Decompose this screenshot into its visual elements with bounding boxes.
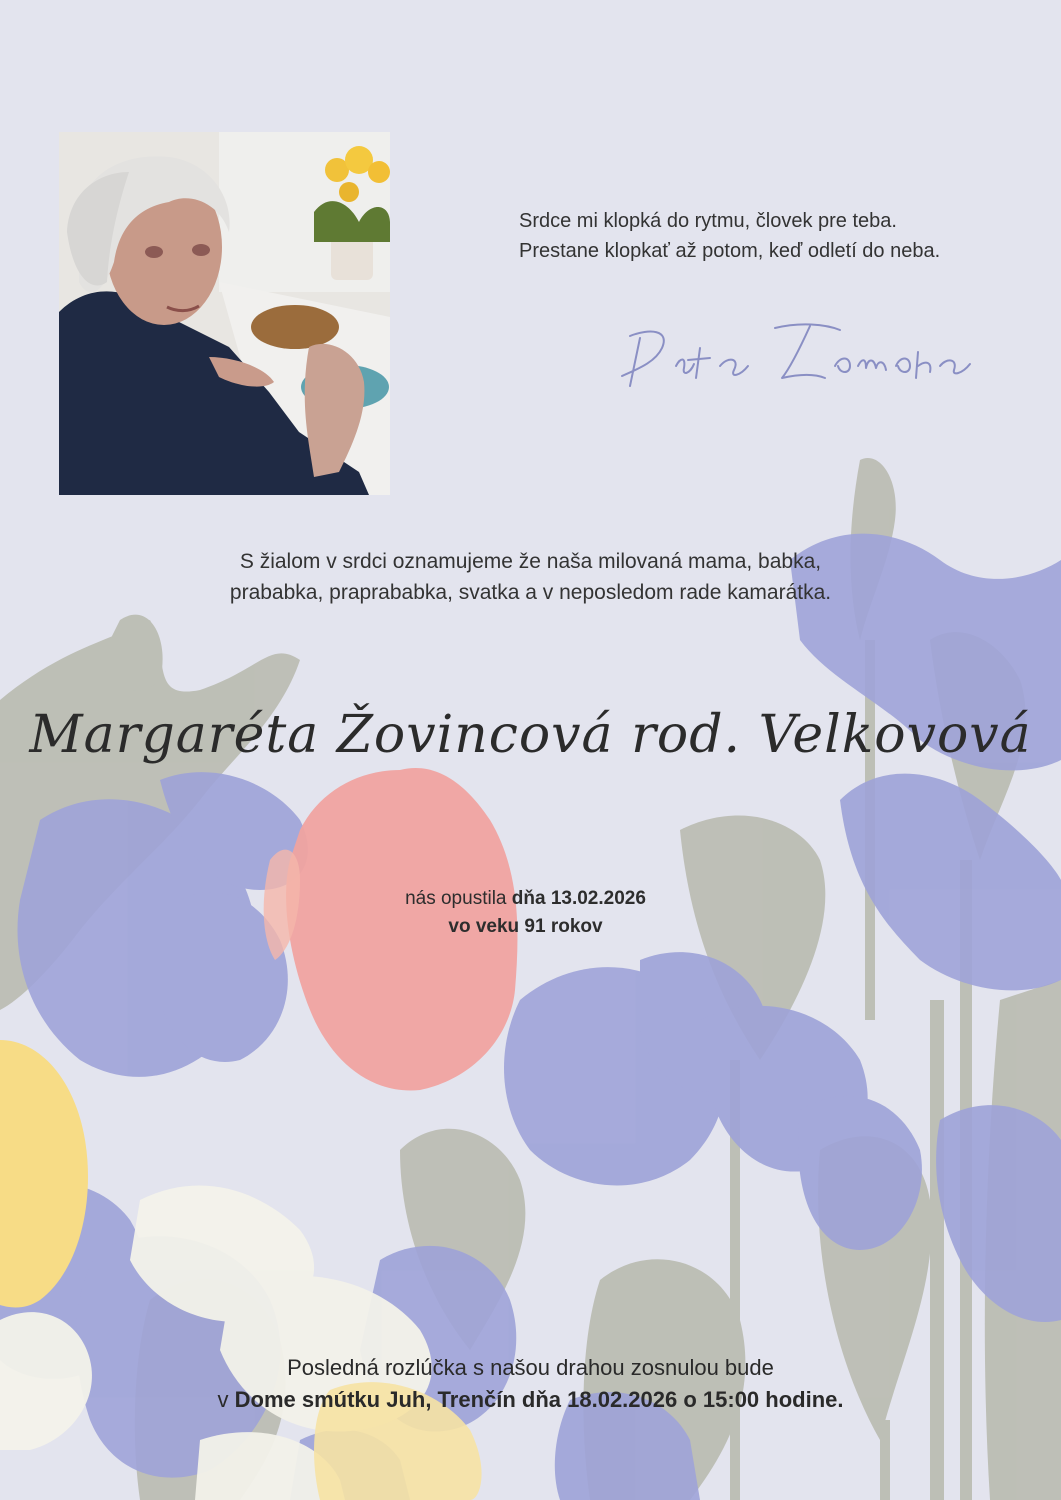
poem-line-1: Srdce mi klopká do rytmu, človek pre teba.: [519, 210, 897, 232]
deceased-name: Margaréta Žovincová rod. Velkovová: [29, 705, 1032, 765]
funeral-place-time: Dome smútku Juh, Trenčín dňa 18.02.2026 o 15:00 hodine.: [234, 1387, 844, 1412]
poem-line-2: Prestane klopkať až potom, keď odletí do neba.: [519, 240, 941, 262]
portrait-photo: [59, 132, 390, 495]
death-info: [300, 885, 751, 941]
funeral-info: [80, 1352, 981, 1416]
death-date-line: [300, 885, 751, 913]
intro-line-2: prababka, praprababka, svatka a v neposledom rade kamarátka.: [229, 581, 832, 604]
death-age: vo veku 91 rokov: [448, 916, 603, 937]
death-date: dňa 13.02.2026: [511, 888, 646, 909]
death-prefix: nás opustila: [405, 888, 512, 909]
memorial-poem: [519, 206, 1039, 266]
announcement-intro: [120, 546, 941, 608]
funeral-line-2: [80, 1384, 981, 1416]
funeral-prefix: v: [217, 1387, 235, 1412]
funeral-line-1: Posledná rozlúčka s našou drahou zosnulou bude: [287, 1355, 774, 1380]
handwritten-signature: [600, 308, 980, 398]
intro-line-1: S žialom v srdci oznamujeme že naša milovaná mama, babka,: [239, 550, 822, 573]
